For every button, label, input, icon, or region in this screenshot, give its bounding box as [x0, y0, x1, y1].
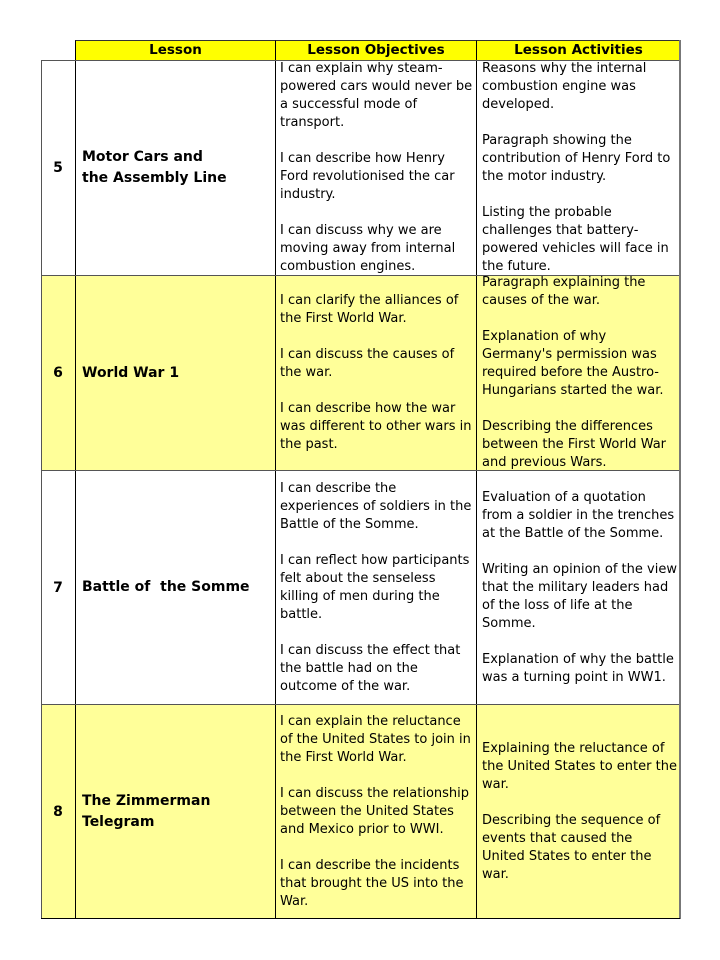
lesson-activities	[476, 705, 679, 919]
activity-item: Describing the differences between the First World War and previous Wars.	[482, 419, 667, 470]
table-border-left	[41, 60, 42, 919]
objective-item: I can discuss why we are moving away from internal combustion engines.	[280, 223, 456, 274]
lesson-title-text: World War 1	[82, 364, 180, 381]
lesson-title	[75, 471, 275, 704]
lesson-objectives	[275, 705, 476, 919]
activity-item: Paragraph explaining the causes of the war.	[482, 276, 646, 308]
table-row-lesson-7	[41, 470, 679, 704]
lesson-title	[75, 61, 275, 275]
header-activities	[476, 40, 680, 60]
objective-item: I can reflect how participants felt about the senseless killing of men during the battle.	[280, 552, 470, 622]
table-row-lesson-6	[41, 275, 679, 470]
header-objectives-label: Lesson Objectives	[307, 42, 445, 58]
header-lesson	[75, 40, 275, 60]
table-border-bottom	[41, 918, 680, 919]
lesson-title	[75, 276, 275, 470]
lesson-activities	[476, 471, 679, 704]
activity-item: Listing the probable challenges that battery-powered vehicles will face in the future.	[482, 205, 669, 274]
lesson-activities	[476, 276, 679, 470]
objective-item: I can explain why steam-powered cars would never be a successful mode of transport.	[280, 61, 473, 130]
objective-item: I can discuss the causes of the war.	[280, 347, 455, 380]
activity-item: Evaluation of a quotation from a soldier in the trenches at the Battle of the Somme.	[482, 489, 675, 541]
lesson-objectives	[275, 61, 476, 275]
header-activities-label: Lesson Activities	[514, 42, 643, 58]
objective-item: I can discuss the effect that the battle had on the outcome of the war.	[280, 642, 461, 694]
lesson-objectives	[275, 471, 476, 704]
lesson-title-text: Motor Cars and the Assembly Line	[82, 149, 227, 186]
activity-item: Writing an opinion of the view that the military leaders had of the loss of life at the Somme.	[482, 561, 677, 631]
lesson-activities	[476, 61, 679, 275]
lesson-number: 5	[53, 160, 63, 176]
table-row-lesson-8	[41, 704, 679, 919]
header-objectives	[275, 40, 476, 60]
lesson-objectives	[275, 276, 476, 470]
objective-item: I can explain the reluctance of the United States to join in the First World War.	[280, 714, 471, 765]
table-row-lesson-5	[41, 60, 679, 275]
lesson-title	[75, 705, 275, 919]
lesson-title-text: The Zimmerman Telegram	[82, 793, 211, 830]
objective-item: I can clarify the alliances of the First World War.	[280, 293, 459, 326]
header-lesson-label: Lesson	[149, 42, 202, 58]
activity-item: Explanation of why Germany's permission was required before the Austro-Hungarians started the war.	[482, 329, 664, 398]
activity-item: Reasons why the internal combustion engine was developed.	[482, 61, 647, 112]
table-border-right	[679, 40, 681, 919]
objective-item: I can discuss the relationship between the United States and Mexico prior to WWI.	[280, 786, 470, 837]
objective-item: I can describe the experiences of soldiers in the Battle of the Somme.	[280, 480, 472, 532]
lesson-title-text: Battle of the Somme	[82, 579, 250, 595]
lesson-number: 6	[53, 365, 63, 381]
activity-item: Explanation of why the battle was a turning point in WW1.	[482, 651, 674, 685]
objective-item: I can describe how Henry Ford revolutionised the car industry.	[280, 151, 455, 202]
activity-item: Describing the sequence of events that caused the United States to enter the war.	[482, 813, 661, 882]
lesson-number: 7	[53, 579, 63, 596]
lesson-number: 8	[53, 804, 63, 820]
activity-item: Paragraph showing the contribution of Henry Ford to the motor industry.	[482, 133, 671, 184]
activity-item: Explaining the reluctance of the United States to enter the war.	[482, 741, 677, 792]
objective-item: I can describe how the war was different to other wars in the past.	[280, 401, 472, 452]
objective-item: I can describe the incidents that brought the US into the War.	[280, 858, 464, 909]
